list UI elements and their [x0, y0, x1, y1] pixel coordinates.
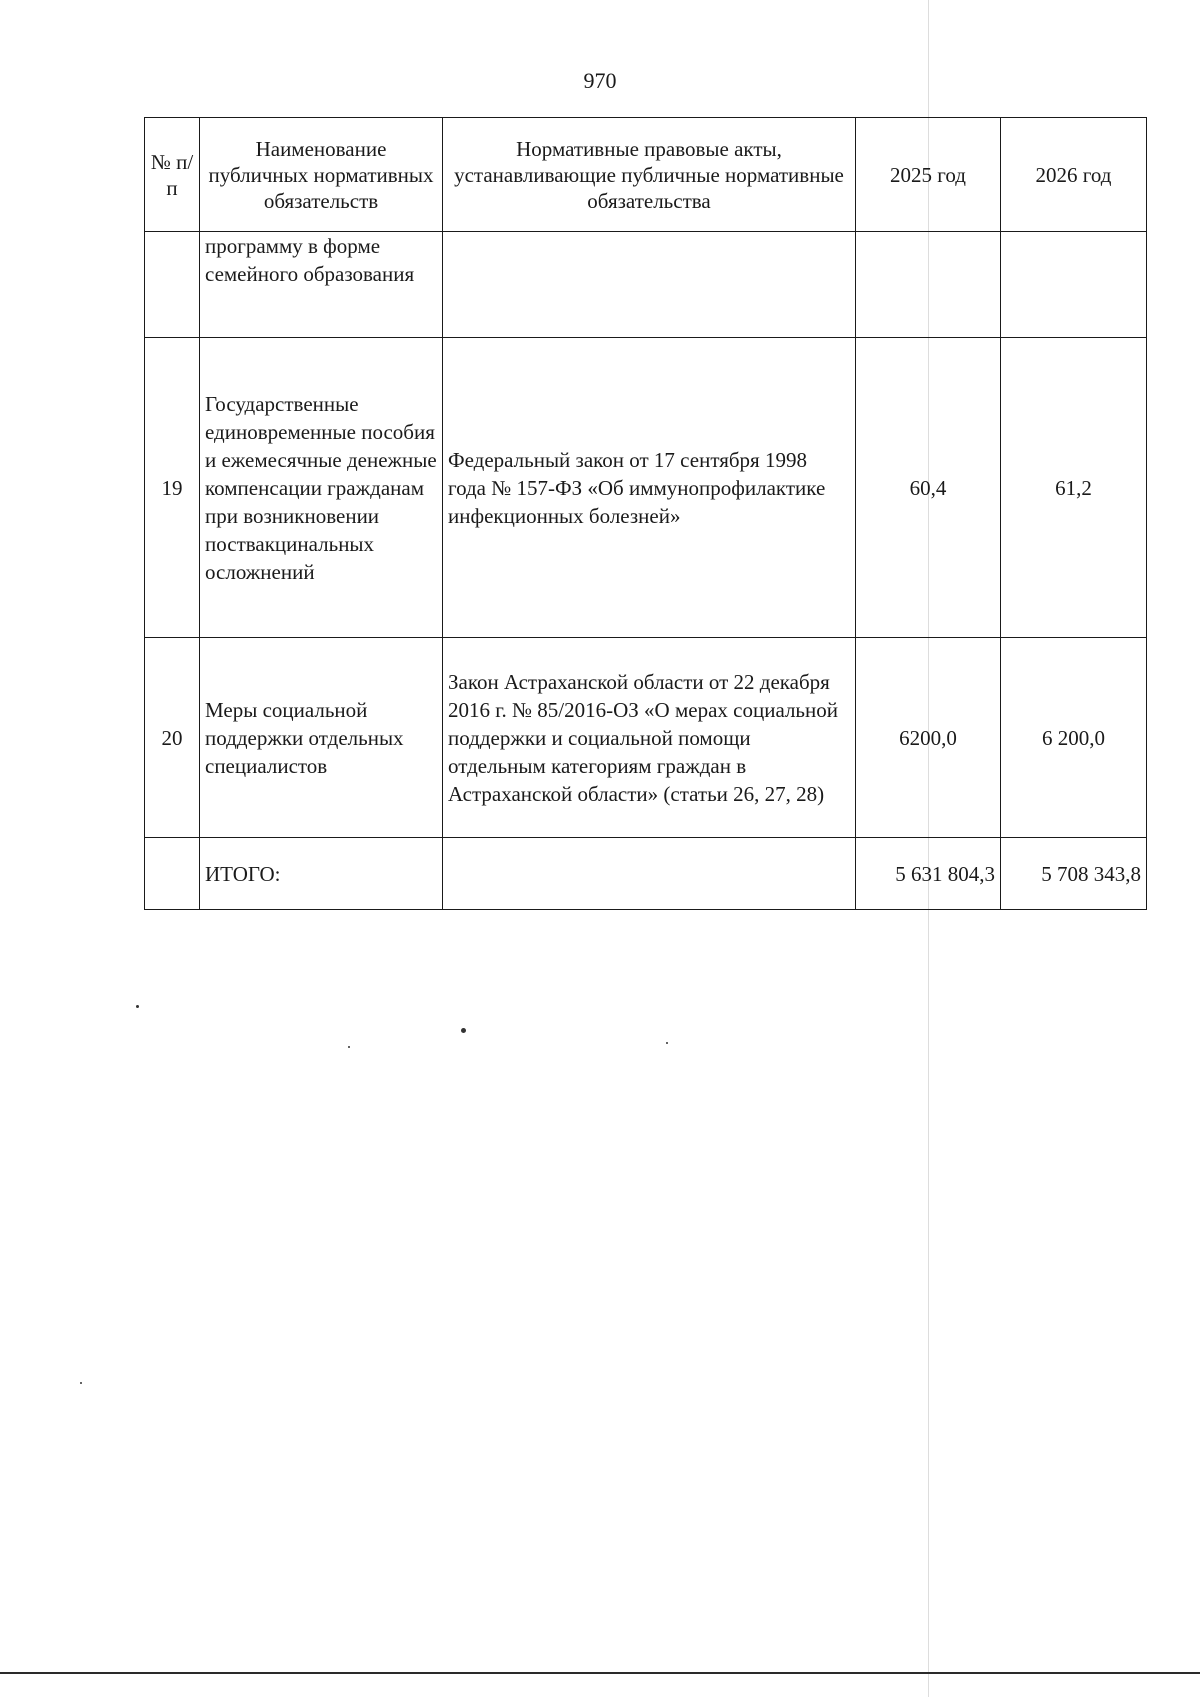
row-name: программу в форме семейного образования — [200, 232, 443, 338]
header-acts: Нормативные правовые акты, устанавливающие публичные нормативные обязательства — [443, 118, 856, 232]
scan-speck — [461, 1028, 466, 1033]
page-number: 970 — [583, 68, 617, 93]
bottom-edge-line — [0, 1672, 1200, 1674]
scan-speck — [80, 1382, 82, 1384]
table-header-row — [145, 118, 1147, 232]
header-2026: 2026 год — [1001, 118, 1147, 232]
scan-speck — [348, 1046, 350, 1048]
header-num: № п/п — [145, 118, 200, 232]
row-acts — [443, 232, 856, 338]
row-name: Государственные единовременные пособия и ежемесячные денежные компенсации гражданам при возникновении поствакцинальных осложнений — [200, 338, 443, 638]
obligations-table — [144, 117, 1147, 910]
total-label: ИТОГО: — [200, 838, 443, 910]
row-num: 19 — [145, 338, 200, 638]
table-row — [145, 638, 1147, 838]
scan-speck — [666, 1042, 668, 1044]
table-total-row — [145, 838, 1147, 910]
total-value-2026: 5 708 343,8 — [1001, 838, 1147, 910]
row-value-2025: 60,4 — [856, 338, 1001, 638]
row-num — [145, 232, 200, 338]
total-acts — [443, 838, 856, 910]
row-name: Меры социальной поддержки отдельных специалистов — [200, 638, 443, 838]
row-value-2026: 61,2 — [1001, 338, 1147, 638]
row-value-2025: 6200,0 — [856, 638, 1001, 838]
header-name: Наименование публичных нормативных обязательств — [200, 118, 443, 232]
row-value-2026 — [1001, 232, 1147, 338]
row-value-2026: 6 200,0 — [1001, 638, 1147, 838]
scan-speck — [136, 1005, 139, 1008]
table-row — [145, 338, 1147, 638]
header-2025: 2025 год — [856, 118, 1001, 232]
row-acts: Федеральный закон от 17 сентября 1998 года № 157-ФЗ «Об иммунопрофилактике инфекционных болезней» — [443, 338, 856, 638]
row-num: 20 — [145, 638, 200, 838]
total-value-2025: 5 631 804,3 — [856, 838, 1001, 910]
table-row — [145, 232, 1147, 338]
total-num — [145, 838, 200, 910]
row-value-2025 — [856, 232, 1001, 338]
row-acts: Закон Астраханской области от 22 декабря 2016 г. № 85/2016-ОЗ «О мерах социальной поддержки и социальной помощи отдельным категориям граждан в Астраханской области» (статьи 26, 27, 28) — [443, 638, 856, 838]
